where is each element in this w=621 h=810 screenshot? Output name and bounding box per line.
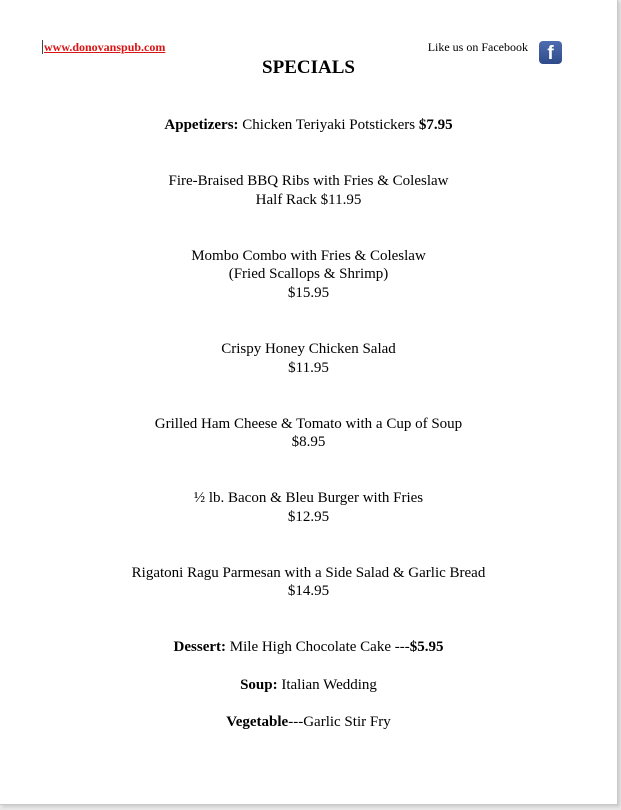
facebook-label: Like us on Facebook (427, 40, 528, 54)
soup-line (0, 676, 617, 695)
special-4-price: $8.95 (291, 434, 326, 450)
special-1-name: Fire-Braised BBQ Ribs with Fries & Coleslaw (168, 173, 449, 189)
page-title: SPECIALS (262, 57, 355, 78)
appetizer-price: $7.95 (418, 117, 453, 133)
special-6-price: $14.95 (287, 583, 330, 599)
special-1-price: Half Rack $11.95 (255, 192, 362, 208)
special-6-name: Rigatoni Ragu Parmesan with a Side Salad & Garlic Bread (131, 565, 486, 581)
appetizer-item: Chicken Teriyaki Potstickers (238, 117, 419, 133)
soup-label: Soup: (240, 677, 278, 693)
special-2-detail: (Fried Scallops & Shrimp) (228, 266, 389, 282)
special-3-price: $11.95 (288, 360, 329, 376)
special-3-name: Crispy Honey Chicken Salad (221, 341, 396, 357)
special-5-name: ½ lb. Bacon & Bleu Burger with Fries (193, 490, 424, 506)
appetizer-label: Appetizers: (164, 117, 239, 133)
dessert-price: $5.95 (409, 639, 444, 655)
facebook-glyph: f (547, 43, 554, 64)
special-2-name: Mombo Combo with Fries & Coleslaw (191, 248, 426, 264)
special-2-price: $15.95 (287, 285, 330, 301)
vegetable-item: ---Garlic Stir Fry (288, 714, 391, 730)
dessert-label: Dessert: (173, 639, 227, 655)
website-link[interactable]: www.donovanspub.com (44, 40, 166, 54)
special-4-name: Grilled Ham Cheese & Tomato with a Cup of Soup (154, 416, 463, 432)
dessert-line (0, 638, 617, 657)
appetizer-line (0, 116, 617, 135)
special-5-price: $12.95 (287, 509, 330, 525)
vegetable-line (0, 713, 617, 732)
vegetable-label: Vegetable (226, 714, 289, 730)
soup-item: Italian Wedding (277, 677, 377, 693)
dessert-item: Mile High Chocolate Cake --- (226, 639, 410, 655)
